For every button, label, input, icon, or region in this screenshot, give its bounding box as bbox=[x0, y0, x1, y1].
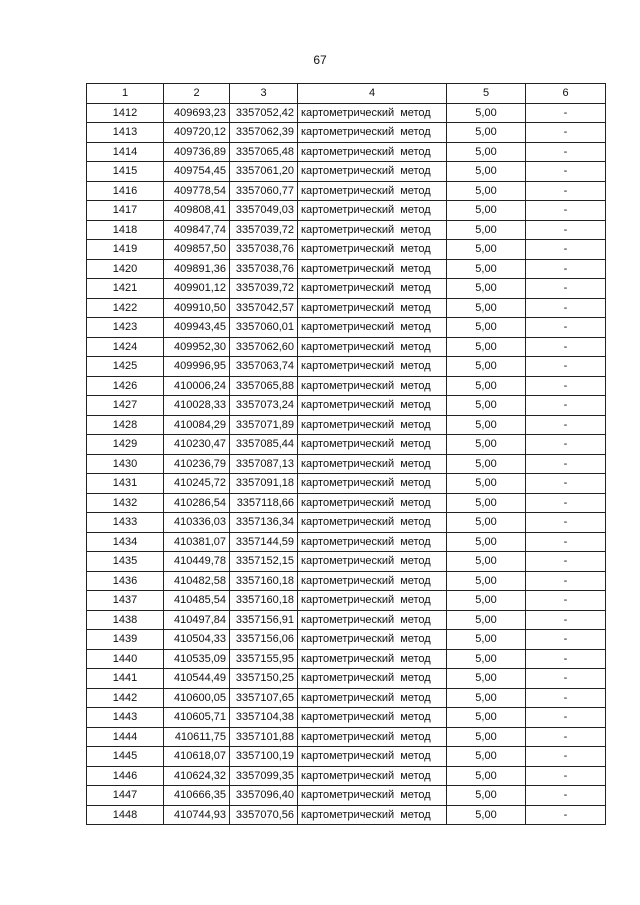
method-cell: картометрический метод bbox=[298, 649, 447, 669]
table-row bbox=[87, 357, 606, 377]
note-cell: - bbox=[526, 610, 606, 630]
note-cell: - bbox=[526, 591, 606, 611]
accuracy-cell: 5,00 bbox=[447, 201, 526, 221]
accuracy-cell: 5,00 bbox=[447, 474, 526, 494]
table-row bbox=[87, 747, 606, 767]
note-cell: - bbox=[526, 805, 606, 825]
method-cell: картометрический метод bbox=[298, 688, 447, 708]
method-cell: картометрический метод bbox=[298, 532, 447, 552]
point-number-cell: 1442 bbox=[87, 688, 164, 708]
point-number-cell: 1422 bbox=[87, 298, 164, 318]
point-number-cell: 1415 bbox=[87, 162, 164, 182]
note-cell: - bbox=[526, 279, 606, 299]
y-coordinate-cell: 3357160,18 bbox=[230, 571, 298, 591]
table-row bbox=[87, 279, 606, 299]
accuracy-cell: 5,00 bbox=[447, 337, 526, 357]
y-coordinate-cell: 3357160,18 bbox=[230, 591, 298, 611]
coordinates-table bbox=[86, 83, 606, 825]
accuracy-cell: 5,00 bbox=[447, 688, 526, 708]
note-cell: - bbox=[526, 201, 606, 221]
x-coordinate-cell: 410028,33 bbox=[164, 396, 230, 416]
table-row bbox=[87, 786, 606, 806]
point-number-cell: 1423 bbox=[87, 318, 164, 338]
method-cell: картометрический метод bbox=[298, 610, 447, 630]
point-number-cell: 1447 bbox=[87, 786, 164, 806]
table-row bbox=[87, 220, 606, 240]
point-number-cell: 1448 bbox=[87, 805, 164, 825]
accuracy-cell: 5,00 bbox=[447, 298, 526, 318]
point-number-cell: 1419 bbox=[87, 240, 164, 260]
accuracy-cell: 5,00 bbox=[447, 220, 526, 240]
note-cell: - bbox=[526, 571, 606, 591]
accuracy-cell: 5,00 bbox=[447, 766, 526, 786]
x-coordinate-cell: 409891,36 bbox=[164, 259, 230, 279]
point-number-cell: 1432 bbox=[87, 493, 164, 513]
x-coordinate-cell: 410600,05 bbox=[164, 688, 230, 708]
y-coordinate-cell: 3357107,65 bbox=[230, 688, 298, 708]
x-coordinate-cell: 410482,58 bbox=[164, 571, 230, 591]
x-coordinate-cell: 409808,41 bbox=[164, 201, 230, 221]
note-cell: - bbox=[526, 708, 606, 728]
y-coordinate-cell: 3357152,15 bbox=[230, 552, 298, 572]
note-cell: - bbox=[526, 396, 606, 416]
method-cell: картометрический метод bbox=[298, 708, 447, 728]
method-cell: картометрический метод bbox=[298, 474, 447, 494]
table-row bbox=[87, 688, 606, 708]
point-number-cell: 1440 bbox=[87, 649, 164, 669]
table-row bbox=[87, 630, 606, 650]
x-coordinate-cell: 410544,49 bbox=[164, 669, 230, 689]
point-number-cell: 1429 bbox=[87, 435, 164, 455]
y-coordinate-cell: 3357052,42 bbox=[230, 103, 298, 123]
table-row bbox=[87, 337, 606, 357]
y-coordinate-cell: 3357101,88 bbox=[230, 727, 298, 747]
y-coordinate-cell: 3357065,88 bbox=[230, 376, 298, 396]
y-coordinate-cell: 3357071,89 bbox=[230, 415, 298, 435]
accuracy-cell: 5,00 bbox=[447, 259, 526, 279]
x-coordinate-cell: 410230,47 bbox=[164, 435, 230, 455]
point-number-cell: 1416 bbox=[87, 181, 164, 201]
table-row bbox=[87, 142, 606, 162]
point-number-cell: 1426 bbox=[87, 376, 164, 396]
header-cell: 4 bbox=[298, 84, 447, 104]
point-number-cell: 1441 bbox=[87, 669, 164, 689]
x-coordinate-cell: 410006,24 bbox=[164, 376, 230, 396]
note-cell: - bbox=[526, 513, 606, 533]
y-coordinate-cell: 3357038,76 bbox=[230, 240, 298, 260]
method-cell: картометрический метод bbox=[298, 630, 447, 650]
method-cell: картометрический метод bbox=[298, 805, 447, 825]
point-number-cell: 1412 bbox=[87, 103, 164, 123]
y-coordinate-cell: 3357155,95 bbox=[230, 649, 298, 669]
table-row bbox=[87, 123, 606, 143]
note-cell: - bbox=[526, 474, 606, 494]
accuracy-cell: 5,00 bbox=[447, 786, 526, 806]
method-cell: картометрический метод bbox=[298, 201, 447, 221]
x-coordinate-cell: 410605,71 bbox=[164, 708, 230, 728]
method-cell: картометрический метод bbox=[298, 493, 447, 513]
accuracy-cell: 5,00 bbox=[447, 454, 526, 474]
note-cell: - bbox=[526, 142, 606, 162]
note-cell: - bbox=[526, 493, 606, 513]
method-cell: картометрический метод bbox=[298, 376, 447, 396]
accuracy-cell: 5,00 bbox=[447, 630, 526, 650]
point-number-cell: 1446 bbox=[87, 766, 164, 786]
note-cell: - bbox=[526, 376, 606, 396]
point-number-cell: 1424 bbox=[87, 337, 164, 357]
note-cell: - bbox=[526, 181, 606, 201]
x-coordinate-cell: 410744,93 bbox=[164, 805, 230, 825]
accuracy-cell: 5,00 bbox=[447, 513, 526, 533]
note-cell: - bbox=[526, 220, 606, 240]
note-cell: - bbox=[526, 669, 606, 689]
y-coordinate-cell: 3357073,24 bbox=[230, 396, 298, 416]
table-row bbox=[87, 610, 606, 630]
method-cell: картометрический метод bbox=[298, 591, 447, 611]
accuracy-cell: 5,00 bbox=[447, 669, 526, 689]
x-coordinate-cell: 410236,79 bbox=[164, 454, 230, 474]
page-number: 67 bbox=[313, 53, 327, 67]
y-coordinate-cell: 3357150,25 bbox=[230, 669, 298, 689]
point-number-cell: 1436 bbox=[87, 571, 164, 591]
accuracy-cell: 5,00 bbox=[447, 103, 526, 123]
table-row bbox=[87, 727, 606, 747]
method-cell: картометрический метод bbox=[298, 318, 447, 338]
note-cell: - bbox=[526, 123, 606, 143]
point-number-cell: 1437 bbox=[87, 591, 164, 611]
x-coordinate-cell: 409720,12 bbox=[164, 123, 230, 143]
y-coordinate-cell: 3357039,72 bbox=[230, 279, 298, 299]
table-row bbox=[87, 201, 606, 221]
y-coordinate-cell: 3357096,40 bbox=[230, 786, 298, 806]
method-cell: картометрический метод bbox=[298, 571, 447, 591]
x-coordinate-cell: 410535,09 bbox=[164, 649, 230, 669]
point-number-cell: 1434 bbox=[87, 532, 164, 552]
method-cell: картометрический метод bbox=[298, 298, 447, 318]
accuracy-cell: 5,00 bbox=[447, 162, 526, 182]
x-coordinate-cell: 410485,54 bbox=[164, 591, 230, 611]
accuracy-cell: 5,00 bbox=[447, 493, 526, 513]
point-number-cell: 1428 bbox=[87, 415, 164, 435]
accuracy-cell: 5,00 bbox=[447, 318, 526, 338]
method-cell: картометрический метод bbox=[298, 513, 447, 533]
method-cell: картометрический метод bbox=[298, 279, 447, 299]
note-cell: - bbox=[526, 415, 606, 435]
point-number-cell: 1435 bbox=[87, 552, 164, 572]
table-row bbox=[87, 513, 606, 533]
x-coordinate-cell: 410336,03 bbox=[164, 513, 230, 533]
note-cell: - bbox=[526, 103, 606, 123]
y-coordinate-cell: 3357118,66 bbox=[230, 493, 298, 513]
method-cell: картометрический метод bbox=[298, 786, 447, 806]
accuracy-cell: 5,00 bbox=[447, 376, 526, 396]
method-cell: картометрический метод bbox=[298, 747, 447, 767]
point-number-cell: 1413 bbox=[87, 123, 164, 143]
method-cell: картометрический метод bbox=[298, 435, 447, 455]
header-cell: 2 bbox=[164, 84, 230, 104]
y-coordinate-cell: 3357039,72 bbox=[230, 220, 298, 240]
method-cell: картометрический метод bbox=[298, 727, 447, 747]
table-row bbox=[87, 708, 606, 728]
table-row bbox=[87, 532, 606, 552]
y-coordinate-cell: 3357156,91 bbox=[230, 610, 298, 630]
table-row bbox=[87, 454, 606, 474]
table-row bbox=[87, 181, 606, 201]
point-number-cell: 1418 bbox=[87, 220, 164, 240]
method-cell: картометрический метод bbox=[298, 357, 447, 377]
accuracy-cell: 5,00 bbox=[447, 571, 526, 591]
method-cell: картометрический метод bbox=[298, 181, 447, 201]
table-row bbox=[87, 669, 606, 689]
point-number-cell: 1427 bbox=[87, 396, 164, 416]
accuracy-cell: 5,00 bbox=[447, 649, 526, 669]
accuracy-cell: 5,00 bbox=[447, 123, 526, 143]
y-coordinate-cell: 3357049,03 bbox=[230, 201, 298, 221]
x-coordinate-cell: 410286,54 bbox=[164, 493, 230, 513]
x-coordinate-cell: 409857,50 bbox=[164, 240, 230, 260]
table-header-row bbox=[87, 84, 606, 104]
table-row bbox=[87, 396, 606, 416]
y-coordinate-cell: 3357156,06 bbox=[230, 630, 298, 650]
table-row bbox=[87, 552, 606, 572]
table-row bbox=[87, 649, 606, 669]
method-cell: картометрический метод bbox=[298, 103, 447, 123]
method-cell: картометрический метод bbox=[298, 162, 447, 182]
table-row bbox=[87, 240, 606, 260]
x-coordinate-cell: 409693,23 bbox=[164, 103, 230, 123]
accuracy-cell: 5,00 bbox=[447, 727, 526, 747]
x-coordinate-cell: 410449,78 bbox=[164, 552, 230, 572]
y-coordinate-cell: 3357144,59 bbox=[230, 532, 298, 552]
point-number-cell: 1414 bbox=[87, 142, 164, 162]
table-row bbox=[87, 805, 606, 825]
accuracy-cell: 5,00 bbox=[447, 805, 526, 825]
table-row bbox=[87, 318, 606, 338]
x-coordinate-cell: 410245,72 bbox=[164, 474, 230, 494]
table-row bbox=[87, 162, 606, 182]
y-coordinate-cell: 3357063,74 bbox=[230, 357, 298, 377]
point-number-cell: 1433 bbox=[87, 513, 164, 533]
note-cell: - bbox=[526, 747, 606, 767]
note-cell: - bbox=[526, 532, 606, 552]
note-cell: - bbox=[526, 298, 606, 318]
y-coordinate-cell: 3357104,38 bbox=[230, 708, 298, 728]
point-number-cell: 1443 bbox=[87, 708, 164, 728]
note-cell: - bbox=[526, 240, 606, 260]
point-number-cell: 1420 bbox=[87, 259, 164, 279]
y-coordinate-cell: 3357062,60 bbox=[230, 337, 298, 357]
y-coordinate-cell: 3357087,13 bbox=[230, 454, 298, 474]
method-cell: картометрический метод bbox=[298, 766, 447, 786]
y-coordinate-cell: 3357070,56 bbox=[230, 805, 298, 825]
point-number-cell: 1421 bbox=[87, 279, 164, 299]
point-number-cell: 1439 bbox=[87, 630, 164, 650]
accuracy-cell: 5,00 bbox=[447, 357, 526, 377]
x-coordinate-cell: 409778,54 bbox=[164, 181, 230, 201]
header-cell: 1 bbox=[87, 84, 164, 104]
note-cell: - bbox=[526, 649, 606, 669]
point-number-cell: 1438 bbox=[87, 610, 164, 630]
note-cell: - bbox=[526, 727, 606, 747]
x-coordinate-cell: 409847,74 bbox=[164, 220, 230, 240]
x-coordinate-cell: 410666,35 bbox=[164, 786, 230, 806]
table-row bbox=[87, 259, 606, 279]
accuracy-cell: 5,00 bbox=[447, 240, 526, 260]
table-row bbox=[87, 474, 606, 494]
table-row bbox=[87, 493, 606, 513]
table-row bbox=[87, 298, 606, 318]
note-cell: - bbox=[526, 259, 606, 279]
table-row bbox=[87, 591, 606, 611]
note-cell: - bbox=[526, 318, 606, 338]
note-cell: - bbox=[526, 552, 606, 572]
table-body bbox=[87, 103, 606, 825]
point-number-cell: 1417 bbox=[87, 201, 164, 221]
note-cell: - bbox=[526, 688, 606, 708]
x-coordinate-cell: 409952,30 bbox=[164, 337, 230, 357]
x-coordinate-cell: 409901,12 bbox=[164, 279, 230, 299]
accuracy-cell: 5,00 bbox=[447, 610, 526, 630]
x-coordinate-cell: 410497,84 bbox=[164, 610, 230, 630]
x-coordinate-cell: 409736,89 bbox=[164, 142, 230, 162]
note-cell: - bbox=[526, 766, 606, 786]
note-cell: - bbox=[526, 435, 606, 455]
x-coordinate-cell: 409996,95 bbox=[164, 357, 230, 377]
method-cell: картометрический метод bbox=[298, 454, 447, 474]
x-coordinate-cell: 410084,29 bbox=[164, 415, 230, 435]
y-coordinate-cell: 3357065,48 bbox=[230, 142, 298, 162]
table-row bbox=[87, 103, 606, 123]
accuracy-cell: 5,00 bbox=[447, 435, 526, 455]
point-number-cell: 1431 bbox=[87, 474, 164, 494]
x-coordinate-cell: 409943,45 bbox=[164, 318, 230, 338]
y-coordinate-cell: 3357060,01 bbox=[230, 318, 298, 338]
method-cell: картометрический метод bbox=[298, 415, 447, 435]
note-cell: - bbox=[526, 337, 606, 357]
y-coordinate-cell: 3357100,19 bbox=[230, 747, 298, 767]
point-number-cell: 1430 bbox=[87, 454, 164, 474]
accuracy-cell: 5,00 bbox=[447, 279, 526, 299]
x-coordinate-cell: 410624,32 bbox=[164, 766, 230, 786]
x-coordinate-cell: 409754,45 bbox=[164, 162, 230, 182]
method-cell: картометрический метод bbox=[298, 142, 447, 162]
table-row bbox=[87, 376, 606, 396]
x-coordinate-cell: 410618,07 bbox=[164, 747, 230, 767]
method-cell: картометрический метод bbox=[298, 240, 447, 260]
table-row bbox=[87, 766, 606, 786]
point-number-cell: 1445 bbox=[87, 747, 164, 767]
accuracy-cell: 5,00 bbox=[447, 591, 526, 611]
x-coordinate-cell: 409910,50 bbox=[164, 298, 230, 318]
y-coordinate-cell: 3357061,20 bbox=[230, 162, 298, 182]
method-cell: картометрический метод bbox=[298, 552, 447, 572]
accuracy-cell: 5,00 bbox=[447, 181, 526, 201]
y-coordinate-cell: 3357042,57 bbox=[230, 298, 298, 318]
y-coordinate-cell: 3357060,77 bbox=[230, 181, 298, 201]
table-row bbox=[87, 415, 606, 435]
header-cell: 6 bbox=[526, 84, 606, 104]
header-cell: 5 bbox=[447, 84, 526, 104]
y-coordinate-cell: 3357091,18 bbox=[230, 474, 298, 494]
point-number-cell: 1425 bbox=[87, 357, 164, 377]
note-cell: - bbox=[526, 454, 606, 474]
y-coordinate-cell: 3357099,35 bbox=[230, 766, 298, 786]
table-row bbox=[87, 571, 606, 591]
method-cell: картометрический метод bbox=[298, 337, 447, 357]
accuracy-cell: 5,00 bbox=[447, 552, 526, 572]
method-cell: картометрический метод bbox=[298, 123, 447, 143]
point-number-cell: 1444 bbox=[87, 727, 164, 747]
accuracy-cell: 5,00 bbox=[447, 142, 526, 162]
x-coordinate-cell: 410381,07 bbox=[164, 532, 230, 552]
method-cell: картометрический метод bbox=[298, 259, 447, 279]
accuracy-cell: 5,00 bbox=[447, 415, 526, 435]
method-cell: картометрический метод bbox=[298, 396, 447, 416]
note-cell: - bbox=[526, 786, 606, 806]
y-coordinate-cell: 3357136,34 bbox=[230, 513, 298, 533]
y-coordinate-cell: 3357085,44 bbox=[230, 435, 298, 455]
x-coordinate-cell: 410611,75 bbox=[164, 727, 230, 747]
table-row bbox=[87, 435, 606, 455]
y-coordinate-cell: 3357038,76 bbox=[230, 259, 298, 279]
method-cell: картометрический метод bbox=[298, 669, 447, 689]
accuracy-cell: 5,00 bbox=[447, 396, 526, 416]
note-cell: - bbox=[526, 162, 606, 182]
y-coordinate-cell: 3357062,39 bbox=[230, 123, 298, 143]
note-cell: - bbox=[526, 357, 606, 377]
accuracy-cell: 5,00 bbox=[447, 708, 526, 728]
method-cell: картометрический метод bbox=[298, 220, 447, 240]
accuracy-cell: 5,00 bbox=[447, 532, 526, 552]
header-cell: 3 bbox=[230, 84, 298, 104]
accuracy-cell: 5,00 bbox=[447, 747, 526, 767]
x-coordinate-cell: 410504,33 bbox=[164, 630, 230, 650]
note-cell: - bbox=[526, 630, 606, 650]
